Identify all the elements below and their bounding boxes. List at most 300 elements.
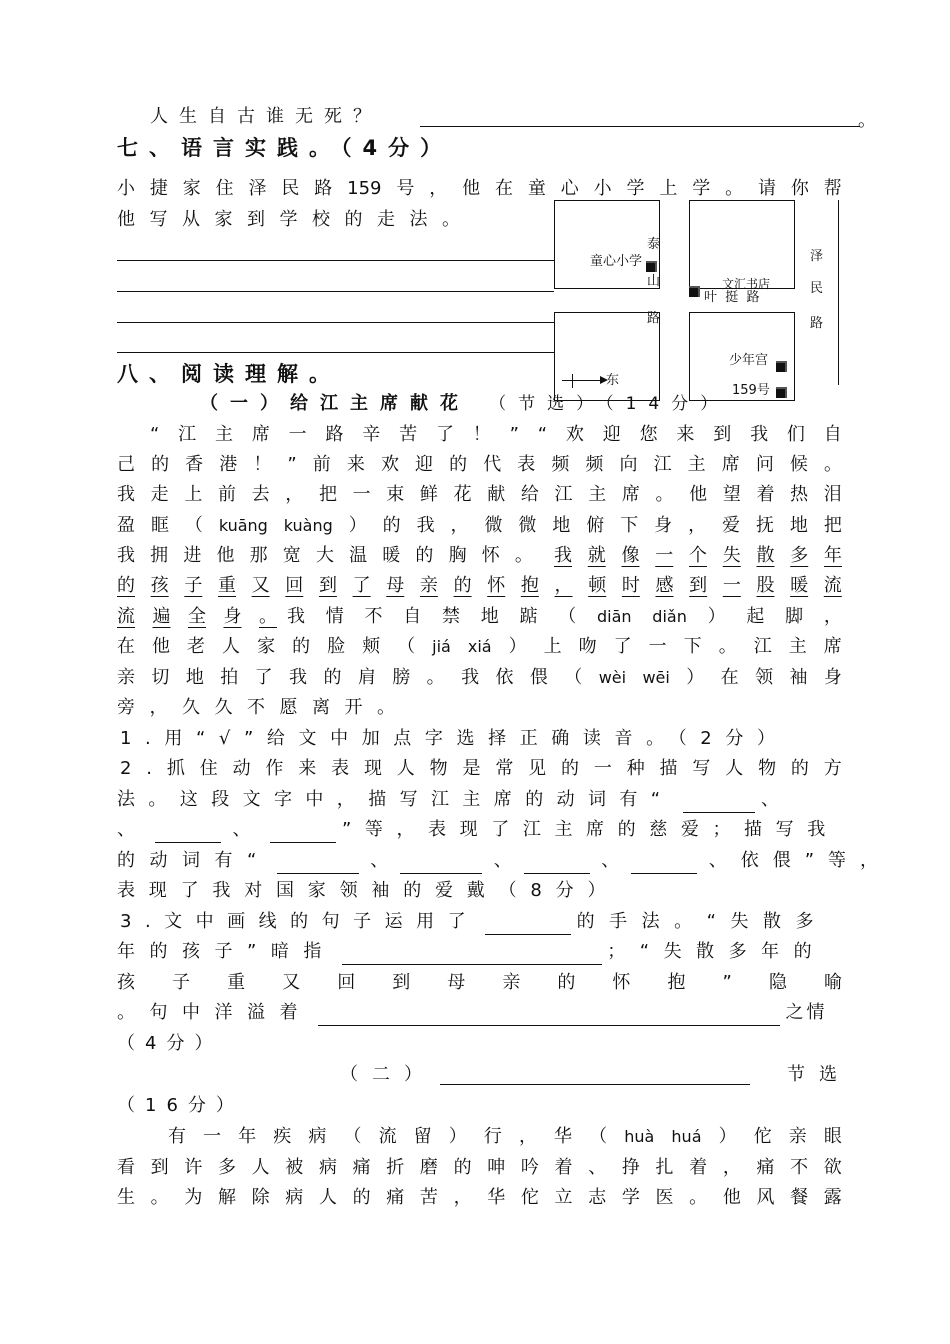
passage-1-line-5b: [554, 543, 842, 569]
text-char: （: [589, 1126, 608, 1147]
text-char: 疾: [273, 1126, 292, 1147]
text-char: 华: [554, 1126, 573, 1147]
zemin-road-line: [838, 200, 839, 385]
text-char: 住: [199, 758, 218, 779]
text-char: 挣: [621, 1157, 640, 1178]
q3-blank-3[interactable]: [318, 1005, 780, 1026]
text-char: 问: [755, 454, 774, 475]
text-char: 身: [654, 515, 673, 536]
text-char: 暖: [382, 545, 401, 566]
route-answer-line-4[interactable]: [117, 352, 554, 353]
map-road-taishan-1: 泰: [647, 237, 661, 252]
text-char: 顿: [588, 575, 607, 596]
text-char: 。: [259, 606, 277, 627]
q3-line1-text: 3.文中画线的句子运用了: [120, 911, 480, 932]
text-char: 立: [554, 1187, 573, 1208]
passage-1-line-1: [150, 422, 842, 448]
text-char: 。: [725, 178, 744, 199]
text-char: 把: [318, 484, 337, 505]
q3-line2-end: ；“失散多年的: [607, 941, 827, 962]
text-char: ）: [718, 1126, 737, 1147]
text-char: 席: [823, 636, 842, 657]
text-char: 频: [585, 454, 604, 475]
text-char: ，: [688, 515, 707, 536]
text-char: 主: [214, 424, 233, 445]
passage-1-line-8: [117, 634, 842, 660]
passage-2-line-3: [117, 1185, 842, 1211]
q2-blank-1[interactable]: [683, 792, 755, 813]
text-char: （: [397, 636, 416, 657]
text-char: 下: [683, 636, 702, 657]
text-char: 席: [721, 454, 740, 475]
text-char: 被: [285, 1157, 304, 1178]
passage-1-line-5: [117, 543, 842, 569]
text-char: 描: [659, 758, 678, 779]
text-char: 他: [689, 484, 708, 505]
map-block-top-left: [554, 200, 660, 289]
text-char: 像: [621, 545, 640, 566]
text-char: 自: [403, 606, 422, 627]
passage-1-line-6: [117, 573, 842, 599]
text-char: 为: [184, 1187, 203, 1208]
text-char: 拥: [150, 545, 169, 566]
text-char: 折: [386, 1157, 405, 1178]
text-char: ）: [348, 515, 367, 536]
text-char: ”: [509, 424, 519, 445]
text-char: 。: [514, 545, 533, 566]
map-road-yeti: 叶 挺 路: [704, 290, 760, 305]
text-char: 地: [480, 606, 499, 627]
text-char: 到: [318, 575, 337, 596]
text-char: 我: [461, 667, 480, 688]
text-char: 痛: [756, 1157, 775, 1178]
text-char: 宽: [282, 545, 301, 566]
text-char: 怀: [487, 575, 506, 596]
text-char: 自: [823, 424, 842, 445]
q2-blank-4[interactable]: [277, 853, 359, 874]
passage-1-line-7b: [287, 604, 842, 630]
text-char: 江: [653, 454, 672, 475]
school-marker: [646, 261, 657, 272]
text-char: 地: [185, 667, 204, 688]
text-char: diān: [597, 607, 632, 626]
text-char: 159: [347, 178, 382, 199]
text-char: 盈: [117, 515, 135, 536]
text-char: 。: [655, 484, 674, 505]
text-char: 亲: [419, 575, 438, 596]
text-char: （: [558, 606, 577, 627]
text-char: 在: [720, 667, 739, 688]
text-char: 他: [462, 178, 481, 199]
text-char: 子: [172, 972, 191, 993]
text-char: 的: [453, 1157, 472, 1178]
text-char: 他: [722, 1187, 741, 1208]
text-char: 迎: [602, 424, 621, 445]
text-char: xiá: [467, 637, 492, 656]
text-char: 帮: [823, 178, 842, 199]
text-char: 遍: [152, 606, 171, 627]
text-char: 的: [382, 515, 401, 536]
map-label-east: 东: [606, 373, 620, 388]
text-char: 的: [415, 545, 434, 566]
text-char: 我: [554, 545, 572, 566]
text-char: 眶: [150, 515, 169, 536]
passage-2-line-2: [117, 1155, 842, 1181]
question-2-line-3: [117, 817, 839, 843]
text-char: 的: [117, 575, 135, 596]
text-char: 病: [308, 1126, 327, 1147]
text-char: 下: [620, 515, 639, 536]
question-3-line-2: [117, 939, 826, 965]
text-char: 香: [185, 454, 204, 475]
text-char: 一: [203, 1126, 222, 1147]
text-char: ，: [722, 1157, 741, 1178]
text-char: 佗: [753, 1126, 772, 1147]
part-2-prefix: （二）: [340, 1064, 436, 1085]
route-answer-line-2[interactable]: [117, 291, 554, 292]
text-char: 了: [352, 575, 371, 596]
verse-prompt: 人生自古谁无死？: [150, 106, 382, 127]
text-char: 泽: [248, 178, 267, 199]
q2-line4-text: 的动词有“: [117, 850, 271, 871]
text-char: 号: [396, 178, 415, 199]
text-char: 我: [416, 515, 435, 536]
text-char: 亲: [502, 972, 521, 993]
text-char: 膀: [392, 667, 411, 688]
text-char: 迎: [415, 454, 434, 475]
section-7-line-1: [117, 176, 842, 202]
text-char: ！: [253, 454, 272, 475]
text-char: 人: [251, 1157, 270, 1178]
q2-sep-a: 、: [370, 850, 389, 871]
text-char: 磨: [419, 1157, 438, 1178]
text-char: 切: [151, 667, 170, 688]
text-char: 表: [331, 758, 350, 779]
text-char: 请: [757, 178, 776, 199]
text-char: 了: [254, 667, 273, 688]
text-char: 肩: [357, 667, 376, 688]
question-3-line-4: [117, 1000, 827, 1026]
text-char: 欲: [823, 1157, 842, 1178]
text-char: 一: [288, 424, 307, 445]
text-char: 的: [352, 1187, 371, 1208]
text-char: 又: [282, 972, 301, 993]
text-char: 领: [755, 667, 774, 688]
map-block-top-right: [689, 200, 795, 289]
q3-line4-text: 。句中洋溢着: [117, 1002, 312, 1023]
text-char: 是: [462, 758, 481, 779]
q2-line2-text: 法。这段文字中，描写江主席的动词有“: [117, 789, 674, 810]
text-char: 地: [789, 515, 808, 536]
text-char: 鲜: [419, 484, 438, 505]
text-char: 人: [222, 636, 241, 657]
verse-prompt-line: [150, 104, 382, 130]
text-char: 。: [689, 1187, 708, 1208]
text-char: 种: [626, 758, 645, 779]
text-char: 江: [178, 424, 197, 445]
text-char: 去: [251, 484, 270, 505]
text-char: 代: [483, 454, 502, 475]
text-char: 主: [788, 636, 807, 657]
question-2-line-4: [117, 848, 892, 874]
part-2-title-blank[interactable]: [440, 1064, 750, 1085]
text-char: 风: [756, 1187, 775, 1208]
text-char: 来: [676, 424, 695, 445]
text-char: 们: [786, 424, 805, 445]
text-char: ！: [472, 424, 491, 445]
text-char: 痛: [386, 1187, 405, 1208]
text-char: ，: [285, 484, 304, 505]
text-char: 热: [790, 484, 809, 505]
text-char: 到: [150, 1157, 169, 1178]
text-char: 着: [756, 484, 775, 505]
text-char: 痛: [352, 1157, 371, 1178]
text-char: 主: [588, 484, 607, 505]
text-char: 欢: [380, 454, 399, 475]
question-2-line-1: [120, 756, 842, 782]
text-char: 苦: [419, 1187, 438, 1208]
text-char: 留: [413, 1126, 432, 1147]
text-char: 作: [265, 758, 284, 779]
passage-1-line-9: [117, 665, 842, 691]
text-char: 起: [746, 606, 765, 627]
text-char: ，: [554, 575, 573, 596]
q2-line2-end: 、: [761, 789, 779, 810]
text-char: 港: [219, 454, 238, 475]
text-char: 亲: [788, 1126, 807, 1147]
text-char: 孩: [117, 972, 135, 993]
text-char: 望: [722, 484, 741, 505]
text-char: 的: [453, 575, 472, 596]
text-char: 家: [182, 178, 201, 199]
text-char: 一: [648, 636, 667, 657]
q2-blank-7[interactable]: [631, 853, 697, 874]
part-2-score: （16分）: [117, 1095, 244, 1116]
text-char: 学: [621, 1187, 640, 1208]
text-char: 病: [285, 1187, 304, 1208]
text-char: 依: [495, 667, 514, 688]
text-char: 一: [655, 545, 674, 566]
text-char: 脚: [785, 606, 804, 627]
text-char: 行: [483, 1126, 502, 1147]
text-char: 他: [152, 636, 171, 657]
text-char: 华: [487, 1187, 506, 1208]
text-char: 己: [117, 454, 135, 475]
text-char: 禁: [442, 606, 460, 627]
text-char: 在: [117, 636, 135, 657]
text-char: 全: [188, 606, 206, 627]
q2-blank-2[interactable]: [155, 822, 221, 843]
text-char: （: [184, 515, 203, 536]
text-char: ）: [508, 636, 527, 657]
text-char: “: [537, 424, 548, 445]
passage-1-line-4: [117, 513, 842, 539]
text-char: wēi: [642, 668, 670, 687]
text-char: 回: [285, 575, 304, 596]
q2-line4-end: 、依偎”等，: [708, 850, 893, 871]
text-char: 流: [117, 606, 135, 627]
text-char: 又: [251, 575, 270, 596]
section-7-title: 七、语言实践。（4分）: [117, 136, 453, 160]
text-char: 我: [117, 545, 135, 566]
part-1-title-line: [200, 391, 729, 417]
text-char: 多: [217, 1157, 236, 1178]
q3-line4-end: 之情: [785, 1002, 828, 1023]
text-char: 献: [487, 484, 506, 505]
text-char: 动: [232, 758, 251, 779]
text-char: 子: [184, 575, 203, 596]
text-char: 股: [756, 575, 775, 596]
q2-blank-3[interactable]: [270, 822, 336, 843]
text-char: 见: [528, 758, 547, 779]
text-char: 我: [750, 424, 769, 445]
text-char: 志: [588, 1187, 607, 1208]
text-char: 你: [790, 178, 809, 199]
text-char: 物: [758, 758, 777, 779]
text-char: 不: [364, 606, 383, 627]
text-char: 温: [349, 545, 368, 566]
text-char: 脸: [327, 636, 346, 657]
text-char: 抱: [667, 972, 686, 993]
question-2-line-5: 表现了我对国家领袖的爱戴（8分）: [117, 880, 620, 901]
text-char: huá: [671, 1127, 702, 1146]
map-road-taishan-3: 路: [647, 311, 661, 326]
text-char: 亲: [117, 667, 135, 688]
text-char: 在: [494, 178, 513, 199]
text-char: 。: [718, 636, 737, 657]
text-char: 拍: [220, 667, 239, 688]
text-char: 的: [449, 454, 468, 475]
map-label-bookstore: 文汇书店: [722, 277, 771, 291]
passage-1-line-2: [117, 452, 842, 478]
text-char: 医: [655, 1187, 674, 1208]
text-char: 欢: [565, 424, 584, 445]
text-char: 辛: [362, 424, 381, 445]
text-char: 席: [251, 424, 270, 445]
route-answer-line-3[interactable]: [117, 322, 554, 323]
text-char: 来: [298, 758, 317, 779]
text-char: 许: [184, 1157, 203, 1178]
text-char: 了: [613, 636, 632, 657]
text-char: 席: [621, 484, 640, 505]
text-char: 写: [692, 758, 711, 779]
text-char: 佗: [520, 1187, 539, 1208]
text-char: 大: [315, 545, 334, 566]
text-char: 扎: [655, 1157, 674, 1178]
text-char: 的: [557, 972, 576, 993]
text-char: 走: [150, 484, 169, 505]
q2-line3-sep2: 、: [232, 819, 251, 840]
text-char: 流: [823, 575, 842, 596]
q3-blank-2[interactable]: [342, 944, 602, 965]
q2-line3-sep1: 、: [117, 819, 135, 840]
text-char: 人: [725, 758, 744, 779]
text-char: 孩: [150, 575, 169, 596]
text-char: ，: [453, 1187, 472, 1208]
text-char: 着: [554, 1157, 573, 1178]
verse-answer-blank[interactable]: [420, 106, 860, 127]
text-char: 老: [187, 636, 206, 657]
part-2-title-line: [340, 1062, 436, 1088]
text-char: 人: [396, 758, 415, 779]
text-char: 年: [238, 1126, 257, 1147]
text-char: 2: [120, 758, 132, 779]
text-char: 进: [183, 545, 202, 566]
text-char: 花: [453, 484, 472, 505]
text-char: ）: [448, 1126, 467, 1147]
text-char: 身: [823, 667, 842, 688]
question-1: 1.用“√”给文中加点字选择正确读音。（2分）: [120, 728, 789, 749]
part-2-suffix: 节选: [787, 1064, 851, 1085]
text-char: 上: [543, 636, 562, 657]
text-char: 眼: [823, 1126, 842, 1147]
passage-2-line-1: [168, 1124, 842, 1150]
text-char: 到: [392, 972, 411, 993]
text-char: 呻: [487, 1157, 506, 1178]
question-3-line-5: （4分）: [117, 1033, 223, 1054]
q2-blank-6[interactable]: [524, 853, 590, 874]
text-char: 隐: [768, 972, 787, 993]
text-char: diǎn: [652, 607, 687, 626]
q3-blank-1[interactable]: [485, 914, 571, 935]
text-char: 。: [823, 454, 842, 475]
text-char: 抱: [520, 575, 539, 596]
text-char: 来: [346, 454, 365, 475]
text-char: 我: [117, 484, 135, 505]
q2-blank-5[interactable]: [400, 853, 482, 874]
text-char: kuāng: [218, 516, 268, 535]
text-char: kuàng: [283, 516, 333, 535]
verse-end-mark: 。: [858, 110, 876, 131]
text-char: 束: [386, 484, 405, 505]
map-label-home: 159号: [732, 383, 770, 398]
section-8-title: 八、阅读理解。: [117, 362, 341, 386]
text-char: “: [150, 424, 160, 445]
text-char: 散: [756, 545, 775, 566]
text-char: 我: [287, 606, 305, 627]
bookstore-marker: [689, 286, 700, 297]
text-char: 、: [588, 1157, 607, 1178]
text-char: 一: [722, 575, 741, 596]
text-char: ，: [450, 515, 469, 536]
text-char: 您: [639, 424, 658, 445]
text-char: 怀: [612, 972, 631, 993]
compass-arrow-stem: [572, 374, 573, 388]
text-char: ，: [518, 1126, 537, 1147]
route-answer-line-1[interactable]: [117, 260, 554, 261]
text-char: 。: [426, 667, 445, 688]
text-char: 学: [692, 178, 711, 199]
text-char: 泪: [823, 484, 842, 505]
text-char: 到: [713, 424, 732, 445]
map-road-zemin-3: 路: [810, 316, 824, 331]
text-char: 上: [184, 484, 203, 505]
text-char: 捷: [149, 178, 168, 199]
text-char: 人: [318, 1187, 337, 1208]
palace-marker: [776, 361, 787, 372]
text-char: ，: [429, 178, 448, 199]
text-char: 那: [249, 545, 268, 566]
text-char: 小: [117, 178, 135, 199]
q3-line2-text: 年的孩子”暗指: [117, 941, 336, 962]
text-char: 感: [655, 575, 674, 596]
part-1-title: （一）给江主席献花: [200, 393, 470, 414]
text-char: ”: [722, 972, 732, 993]
text-char: 江: [753, 636, 772, 657]
text-char: 表: [517, 454, 536, 475]
text-char: 小: [593, 178, 612, 199]
text-char: 微: [484, 515, 503, 536]
